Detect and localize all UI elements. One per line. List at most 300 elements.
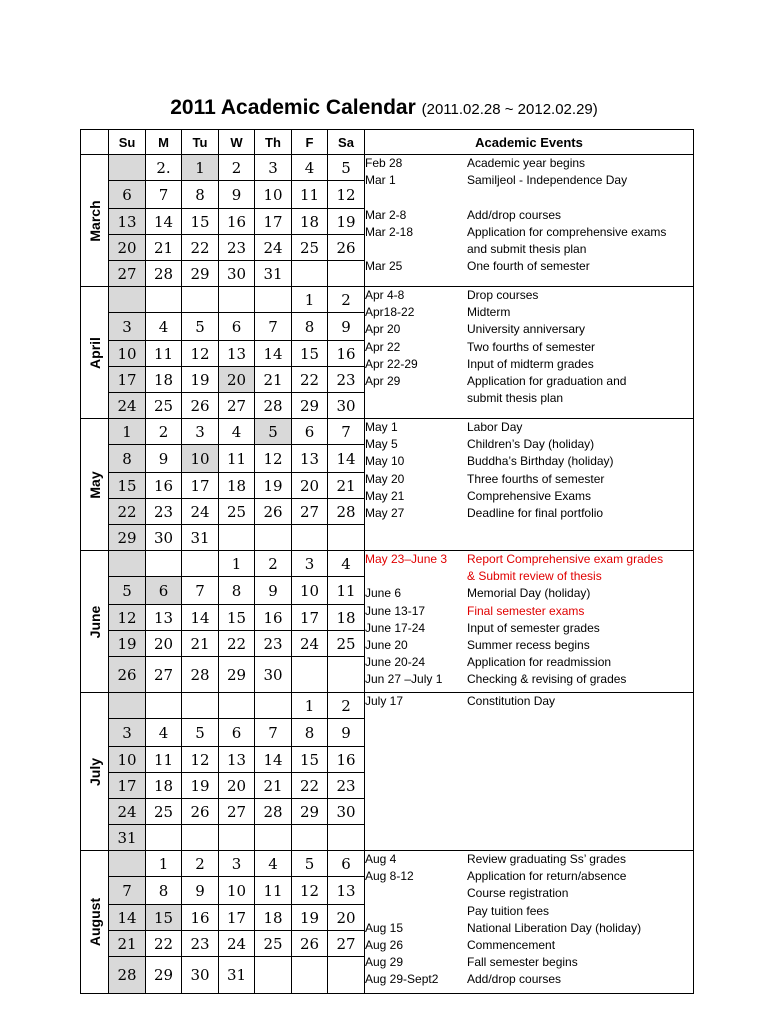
events-cell <box>365 693 694 851</box>
day-cell: 21 <box>255 367 292 393</box>
day-cell <box>219 693 255 719</box>
day-cell: 7 <box>109 877 146 905</box>
day-cell: 4 <box>146 313 182 341</box>
day-cell: 4 <box>219 419 255 445</box>
day-cell <box>182 693 219 719</box>
day-cell: 13 <box>109 209 146 235</box>
day-cell: 30 <box>219 261 255 287</box>
day-cell: 28 <box>255 799 292 825</box>
day-cell: 23 <box>255 631 292 657</box>
event-date: May 27 <box>365 506 405 521</box>
day-cell <box>182 825 219 851</box>
day-cell <box>328 825 365 851</box>
day-cell: 9 <box>146 445 182 473</box>
event-text: Application for comprehensive exams <box>467 224 667 239</box>
day-cell: 11 <box>219 445 255 473</box>
day-cell <box>146 287 182 313</box>
event-date: May 10 <box>365 454 405 469</box>
day-cell: 6 <box>328 851 365 877</box>
day-cell: 28 <box>182 657 219 693</box>
event-line <box>365 971 693 988</box>
day-cell: 20 <box>146 631 182 657</box>
event-date: Apr 4-8 <box>365 288 405 302</box>
day-cell <box>328 525 365 551</box>
event-date <box>365 241 467 258</box>
event-line <box>365 155 693 172</box>
day-cell: 22 <box>292 367 328 393</box>
event-date: June 13-17 <box>365 603 426 618</box>
event-text: Academic year begins <box>467 156 586 170</box>
day-cell: 14 <box>255 341 292 367</box>
day-cell: 23 <box>182 931 219 957</box>
event-date: June 20 <box>365 638 408 653</box>
day-cell: 8 <box>109 445 146 473</box>
day-cell: 20 <box>292 473 328 499</box>
day-cell: 24 <box>292 631 328 657</box>
day-cell: 17 <box>292 605 328 631</box>
day-cell <box>109 693 146 719</box>
day-cell: 27 <box>219 799 255 825</box>
day-cell: 1 <box>182 155 219 181</box>
day-cell <box>328 657 365 693</box>
event-line <box>365 356 693 373</box>
header-day: Th <box>255 130 292 155</box>
day-cell: 3 <box>109 313 146 341</box>
day-cell: 18 <box>146 367 182 393</box>
day-cell: 24 <box>182 499 219 525</box>
event-text: Summer recess begins <box>467 638 590 653</box>
day-cell: 4 <box>255 851 292 877</box>
event-line <box>365 885 693 902</box>
event-date: Aug 29-Sept2 <box>365 972 439 987</box>
month-label-cell <box>81 551 109 693</box>
event-line <box>365 241 693 258</box>
event-date: June 6 <box>365 586 402 601</box>
day-cell: 19 <box>292 905 328 931</box>
day-cell: 12 <box>182 341 219 367</box>
day-cell: 2. <box>146 155 182 181</box>
day-cell: 21 <box>182 631 219 657</box>
event-line <box>365 671 693 688</box>
day-cell: 27 <box>109 261 146 287</box>
day-cell: 26 <box>182 799 219 825</box>
day-cell: 12 <box>109 605 146 631</box>
title-range: (2011.02.28 ~ 2012.02.29) <box>421 101 598 118</box>
event-text: Memorial Day (holiday) <box>467 586 591 601</box>
day-cell: 13 <box>328 877 365 905</box>
calendar-body <box>81 155 694 994</box>
day-cell: 15 <box>292 341 328 367</box>
event-line <box>365 488 693 505</box>
day-cell: 7 <box>255 719 292 747</box>
day-cell: 1 <box>219 551 255 577</box>
day-cell: 7 <box>328 419 365 445</box>
month-label: March <box>86 199 103 242</box>
day-cell: 23 <box>146 499 182 525</box>
day-cell: 14 <box>255 747 292 773</box>
event-line <box>365 920 693 937</box>
day-cell: 24 <box>219 931 255 957</box>
day-cell: 23 <box>328 367 365 393</box>
event-line <box>365 172 693 189</box>
day-cell: 13 <box>219 747 255 773</box>
day-cell: 29 <box>146 957 182 994</box>
day-cell: 22 <box>182 235 219 261</box>
day-cell: 1 <box>146 851 182 877</box>
header-day: W <box>219 130 255 155</box>
day-cell: 29 <box>109 525 146 551</box>
day-cell: 2 <box>182 851 219 877</box>
event-date <box>365 390 467 407</box>
event-text: Final semester exams <box>467 603 585 618</box>
day-cell: 24 <box>109 799 146 825</box>
day-cell: 19 <box>255 473 292 499</box>
day-cell: 26 <box>292 931 328 957</box>
event-line <box>365 903 693 920</box>
day-cell: 26 <box>255 499 292 525</box>
event-date: Apr 20 <box>365 322 401 337</box>
day-cell: 1 <box>292 287 328 313</box>
page-title <box>0 96 768 120</box>
day-cell: 17 <box>255 209 292 235</box>
event-date: Jun 27 –July 1 <box>365 672 443 687</box>
event-date: Mar 2-18 <box>365 224 414 239</box>
day-cell: 19 <box>109 631 146 657</box>
event-line <box>365 436 693 453</box>
event-line <box>365 258 693 275</box>
day-cell: 18 <box>255 905 292 931</box>
title-text: 2011 Academic Calendar <box>170 96 416 119</box>
day-cell: 7 <box>146 181 182 209</box>
day-cell: 27 <box>292 499 328 525</box>
day-cell: 25 <box>146 393 182 419</box>
day-cell: 5 <box>109 577 146 605</box>
event-line <box>365 339 693 356</box>
calendar-table <box>80 129 694 994</box>
month-label-cell <box>81 155 109 287</box>
day-cell: 20 <box>219 367 255 393</box>
day-cell: 30 <box>255 657 292 693</box>
event-text: & Submit review of thesis <box>467 569 602 584</box>
day-cell <box>109 287 146 313</box>
day-cell: 17 <box>219 905 255 931</box>
day-cell: 11 <box>146 747 182 773</box>
day-cell: 17 <box>109 773 146 799</box>
event-date: June 20-24 <box>365 655 426 670</box>
header-month-blank <box>81 130 109 155</box>
day-cell: 3 <box>109 719 146 747</box>
event-date: May 1 <box>365 420 398 434</box>
day-cell: 6 <box>219 313 255 341</box>
week-row <box>81 419 694 445</box>
day-cell: 5 <box>182 313 219 341</box>
day-cell: 6 <box>292 419 328 445</box>
day-cell: 11 <box>292 181 328 209</box>
day-cell: 15 <box>109 473 146 499</box>
event-text <box>467 189 693 206</box>
day-cell <box>292 525 328 551</box>
header-row <box>81 130 694 155</box>
day-cell <box>255 525 292 551</box>
day-cell: 2 <box>219 155 255 181</box>
month-label: August <box>86 897 103 947</box>
event-date: June 17-24 <box>365 620 426 635</box>
day-cell: 26 <box>328 235 365 261</box>
day-cell: 8 <box>292 313 328 341</box>
event-text: Labor Day <box>467 420 523 434</box>
day-cell <box>219 525 255 551</box>
day-cell: 12 <box>255 445 292 473</box>
day-cell <box>182 551 219 577</box>
day-cell <box>255 287 292 313</box>
day-cell: 27 <box>328 931 365 957</box>
event-line <box>365 851 693 868</box>
event-line <box>365 471 693 488</box>
event-date: Mar 2-8 <box>365 207 407 222</box>
day-cell: 30 <box>146 525 182 551</box>
day-cell <box>109 551 146 577</box>
event-date: Mar 25 <box>365 259 403 274</box>
event-text: Two fourths of semester <box>467 339 596 354</box>
day-cell: 14 <box>109 905 146 931</box>
event-date: May 21 <box>365 488 405 503</box>
day-cell <box>255 957 292 994</box>
month-label-cell <box>81 851 109 994</box>
day-cell: 20 <box>219 773 255 799</box>
day-cell: 29 <box>292 393 328 419</box>
day-cell <box>219 287 255 313</box>
day-cell: 28 <box>255 393 292 419</box>
day-cell: 12 <box>182 747 219 773</box>
event-date: Aug 8-12 <box>365 869 414 884</box>
event-text: Report Comprehensive exam grades <box>467 552 664 566</box>
day-cell: 23 <box>328 773 365 799</box>
event-text: Input of semester grades <box>467 620 600 635</box>
event-text: Drop courses <box>467 288 539 302</box>
day-cell: 25 <box>219 499 255 525</box>
day-cell <box>292 825 328 851</box>
day-cell <box>219 825 255 851</box>
event-text: Three fourths of semester <box>467 471 605 486</box>
event-date: May 23–June 3 <box>365 552 448 566</box>
day-cell <box>146 825 182 851</box>
day-cell: 21 <box>146 235 182 261</box>
day-cell: 15 <box>219 605 255 631</box>
event-line <box>365 287 693 304</box>
day-cell <box>255 825 292 851</box>
day-cell: 25 <box>328 631 365 657</box>
event-text: Course registration <box>467 886 569 901</box>
event-text: Pay tuition fees <box>467 903 550 918</box>
day-cell: 2 <box>146 419 182 445</box>
event-date: Apr 22-29 <box>365 356 418 371</box>
day-cell: 27 <box>219 393 255 419</box>
week-row <box>81 851 694 877</box>
month-label: July <box>86 757 103 786</box>
day-cell: 4 <box>146 719 182 747</box>
day-cell: 2 <box>328 693 365 719</box>
event-line <box>365 603 693 620</box>
month-label: May <box>86 470 103 499</box>
day-cell: 3 <box>219 851 255 877</box>
event-text: Samiljeol - Independence Day <box>467 173 628 188</box>
event-date: May 20 <box>365 471 405 486</box>
day-cell: 21 <box>109 931 146 957</box>
header-day: Tu <box>182 130 219 155</box>
day-cell: 15 <box>182 209 219 235</box>
day-cell: 17 <box>109 367 146 393</box>
header-day: F <box>292 130 328 155</box>
day-cell: 13 <box>292 445 328 473</box>
event-line <box>365 390 693 407</box>
day-cell <box>109 155 146 181</box>
event-date <box>365 568 467 585</box>
day-cell: 5 <box>182 719 219 747</box>
day-cell: 20 <box>109 235 146 261</box>
event-text: Application for graduation and <box>467 374 627 389</box>
day-cell: 28 <box>109 957 146 994</box>
day-cell: 17 <box>182 473 219 499</box>
event-text: Review graduating Ss’ grades <box>467 852 626 866</box>
day-cell: 22 <box>109 499 146 525</box>
day-cell: 31 <box>255 261 292 287</box>
day-cell: 19 <box>182 773 219 799</box>
day-cell: 22 <box>219 631 255 657</box>
day-cell: 18 <box>292 209 328 235</box>
event-text: Buddha’s Birthday (holiday) <box>467 454 614 469</box>
event-text: Midterm <box>467 305 511 320</box>
day-cell: 20 <box>328 905 365 931</box>
event-line <box>365 568 693 585</box>
day-cell: 18 <box>219 473 255 499</box>
day-cell: 31 <box>109 825 146 851</box>
event-date: May 5 <box>365 437 398 452</box>
day-cell: 8 <box>146 877 182 905</box>
event-line <box>365 207 693 224</box>
day-cell <box>328 261 365 287</box>
events-cell <box>365 419 694 551</box>
day-cell: 25 <box>292 235 328 261</box>
event-line <box>365 551 693 568</box>
day-cell: 21 <box>255 773 292 799</box>
day-cell: 24 <box>109 393 146 419</box>
event-line <box>365 304 693 321</box>
day-cell: 5 <box>292 851 328 877</box>
event-line <box>365 954 693 971</box>
day-cell: 25 <box>255 931 292 957</box>
event-line <box>365 654 693 671</box>
event-line <box>365 693 693 710</box>
day-cell: 10 <box>109 747 146 773</box>
day-cell <box>292 957 328 994</box>
event-text: Add/drop courses <box>467 972 562 987</box>
day-cell: 22 <box>146 931 182 957</box>
day-cell: 28 <box>146 261 182 287</box>
day-cell: 27 <box>146 657 182 693</box>
day-cell: 19 <box>328 209 365 235</box>
day-cell: 3 <box>182 419 219 445</box>
day-cell: 14 <box>182 605 219 631</box>
day-cell: 5 <box>255 419 292 445</box>
day-cell <box>146 551 182 577</box>
day-cell: 10 <box>255 181 292 209</box>
event-text: Fall semester begins <box>467 955 578 970</box>
event-text: Input of midterm grades <box>467 356 594 371</box>
events-cell <box>365 851 694 994</box>
event-line <box>365 373 693 390</box>
event-text: Checking & revising of grades <box>467 672 627 687</box>
day-cell: 29 <box>219 657 255 693</box>
event-line <box>365 637 693 654</box>
day-cell: 8 <box>219 577 255 605</box>
event-line <box>365 585 693 602</box>
day-cell: 18 <box>328 605 365 631</box>
week-row <box>81 287 694 313</box>
event-date <box>365 189 467 206</box>
event-date <box>365 903 467 920</box>
day-cell: 8 <box>182 181 219 209</box>
day-cell: 22 <box>292 773 328 799</box>
day-cell: 6 <box>146 577 182 605</box>
month-label: April <box>86 336 103 369</box>
event-date: Apr 29 <box>365 374 401 389</box>
month-label: June <box>86 605 103 638</box>
day-cell: 28 <box>328 499 365 525</box>
day-cell: 16 <box>328 341 365 367</box>
day-cell: 8 <box>292 719 328 747</box>
day-cell: 26 <box>109 657 146 693</box>
event-text: Application for readmission <box>467 655 612 670</box>
event-date: Aug 26 <box>365 938 404 953</box>
event-text: University anniversary <box>467 322 586 337</box>
day-cell <box>292 657 328 693</box>
event-date: Mar 1 <box>365 173 396 188</box>
events-cell <box>365 155 694 287</box>
day-cell <box>255 693 292 719</box>
day-cell: 10 <box>109 341 146 367</box>
week-row <box>81 551 694 577</box>
day-cell: 3 <box>292 551 328 577</box>
day-cell: 4 <box>292 155 328 181</box>
event-text: Deadline for final portfolio <box>467 506 604 521</box>
day-cell: 16 <box>219 209 255 235</box>
day-cell: 23 <box>219 235 255 261</box>
event-line <box>365 189 693 206</box>
day-cell: 26 <box>182 393 219 419</box>
day-cell: 30 <box>328 799 365 825</box>
event-date: Apr18-22 <box>365 305 415 320</box>
week-row <box>81 693 694 719</box>
event-text: and submit thesis plan <box>467 242 587 256</box>
day-cell: 30 <box>328 393 365 419</box>
day-cell: 16 <box>328 747 365 773</box>
day-cell: 10 <box>292 577 328 605</box>
day-cell: 10 <box>219 877 255 905</box>
day-cell: 9 <box>255 577 292 605</box>
event-line <box>365 868 693 885</box>
day-cell: 29 <box>182 261 219 287</box>
event-line <box>365 937 693 954</box>
event-date: Feb 28 <box>365 156 403 170</box>
events-cell <box>365 287 694 419</box>
event-date: Apr 22 <box>365 339 401 354</box>
day-cell: 15 <box>146 905 182 931</box>
event-text: National Liberation Day (holiday) <box>467 920 642 935</box>
event-date: July 17 <box>365 694 404 708</box>
day-cell: 3 <box>255 155 292 181</box>
day-cell <box>146 693 182 719</box>
day-cell: 13 <box>146 605 182 631</box>
